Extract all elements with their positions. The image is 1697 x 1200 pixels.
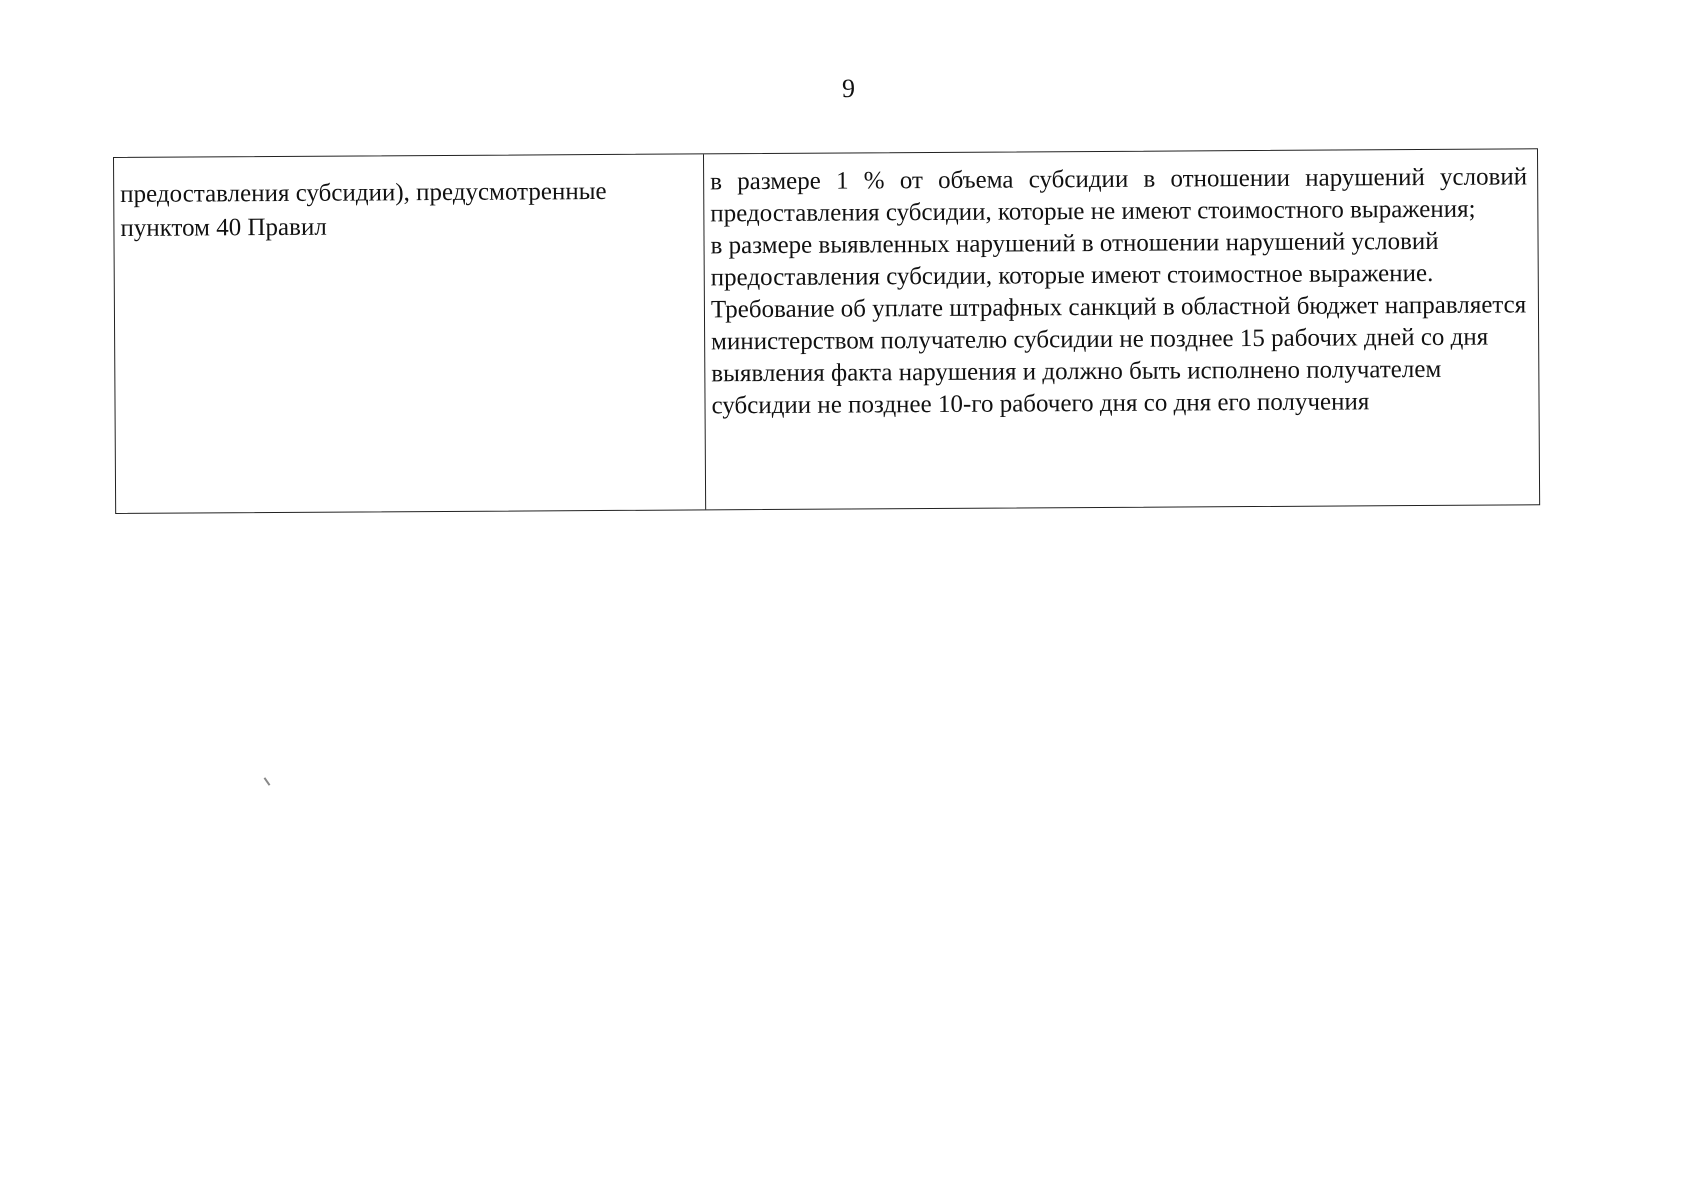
scan-speck <box>264 777 271 786</box>
table-cell-right <box>704 149 1539 509</box>
table-cell-left: предоставления субсидии), предусмотренные пунктом 40 Правил <box>114 154 706 513</box>
penalty-paragraph-1: в размере 1 % от объема субсидии в отношении нарушений условий предоставления субсидии, которые не имеют стоимостного выражения; <box>710 163 1528 228</box>
document-table <box>113 148 1540 514</box>
penalty-paragraph-3: Требование об уплате штрафных санкций в областной бюджет направляется министерством получателю субсидии не позднее 15 рабочих дней со дня выявления факта нарушения и должно быть исполнено получателем субсидии не позднее 10-го рабочего дня со дня его получения <box>710 291 1527 420</box>
penalty-paragraph-2: в размере выявленных нарушений в отношении нарушений условий предоставления субсидии, которые имеют стоимостное выражение. <box>710 227 1439 292</box>
page-number: 9 <box>842 74 855 103</box>
